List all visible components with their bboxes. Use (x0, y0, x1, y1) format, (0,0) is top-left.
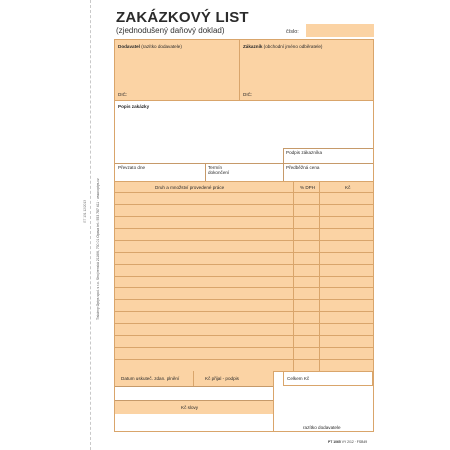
divider (283, 148, 284, 163)
amount-words-label: Kč slovy (181, 405, 199, 410)
table-row-divider (115, 347, 373, 348)
received-by-label: Kč přijal - podpis (205, 376, 239, 381)
table-row-divider (115, 192, 373, 193)
number-label: číslo: (286, 29, 299, 35)
customer-label: Zákazník (obchodní jméno odběratele) (243, 44, 323, 49)
supplier-field[interactable] (115, 40, 239, 100)
table-row-divider (115, 228, 373, 229)
side-form-code: ET 131 12/2013 (83, 200, 87, 223)
table-row-divider (115, 252, 373, 253)
number-field[interactable] (306, 24, 374, 37)
table-row-divider (115, 323, 373, 324)
estimated-price-label: Předběžná cena (286, 165, 320, 170)
order-description-label: Popis zakázky (118, 104, 150, 109)
divider (205, 163, 206, 181)
table-row-divider (115, 264, 373, 265)
table-row-divider (115, 287, 373, 288)
table-row-divider (115, 299, 373, 300)
customer-field[interactable] (240, 40, 373, 100)
supplier-label: Dodavatel (razítko dodavatele) (118, 44, 182, 49)
customer-signature-label: Podpis zákazníka (286, 150, 323, 155)
perforation-line (90, 0, 91, 450)
received-date-label: Převzato dne (118, 165, 146, 170)
table-row-divider (115, 240, 373, 241)
divider (239, 40, 240, 100)
form-code: PT 1065 VY 2/12 · FSB49 (328, 440, 368, 444)
divider (115, 181, 373, 182)
document-subtitle: (zjednodušený daňový doklad) (116, 26, 225, 35)
printer-imprint: Tiskárny Optys spol. s r.o. Strojírenská 2116/6, 730 01 Opava tel.: 553 787 411 · www.optys.cz (96, 178, 100, 320)
table-row-divider (115, 335, 373, 336)
divider (115, 163, 373, 164)
divider (283, 148, 373, 149)
divider (273, 371, 274, 431)
items-col-vat: % DPH (300, 185, 316, 190)
table-row-divider (115, 359, 373, 360)
items-col-description: Druh a množství provedené práce (155, 185, 225, 190)
divider (115, 100, 373, 101)
supplier-dic-label: DIČ: (118, 92, 128, 97)
divider (283, 163, 284, 181)
document-title: ZAKÁZKOVÝ LIST (116, 9, 249, 26)
table-row-divider (115, 204, 373, 205)
stamp-label: razítko dodavatele (303, 425, 341, 430)
divider (115, 386, 273, 387)
table-row-divider (115, 216, 373, 217)
customer-dic-label: DIČ: (243, 92, 253, 97)
tax-date-label: Datum uskuteč. zdan. plnění (121, 376, 180, 381)
divider (193, 371, 194, 386)
total-label: Celkem Kč (287, 376, 310, 381)
table-row-divider (115, 311, 373, 312)
form-body (114, 39, 374, 432)
table-row-divider (115, 276, 373, 277)
items-col-price: Kč (345, 185, 351, 190)
deadline-label: Termín dokončení (208, 165, 230, 175)
